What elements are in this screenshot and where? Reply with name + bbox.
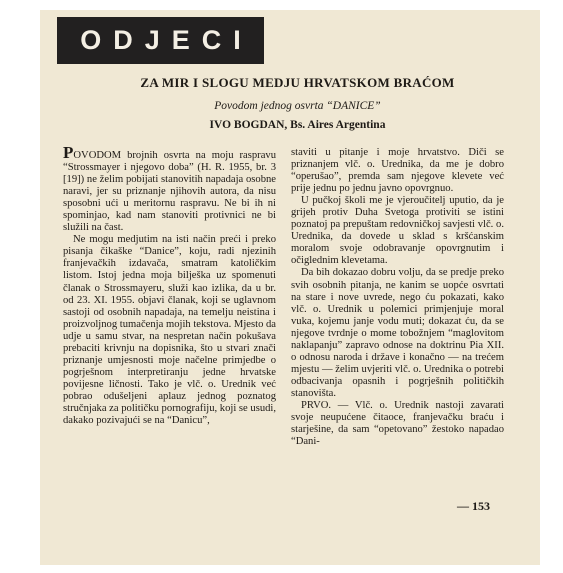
page-number: — 153	[457, 499, 490, 513]
left-column	[63, 143, 277, 427]
section-banner	[57, 17, 264, 64]
article-subtitle: Povodom jednog osvrta “DANICE”	[214, 100, 381, 112]
paragraph: POVODOM brojnih osvrta na moju raspravu “Strossmayer i njegovo doba” (H. R. 1955, br. 3 [19]) ne želim pobijati stanovitih napadaja osobne naravi, jer su priznanje njihovih autora, da nisu sposobni ući u meritornu raspravu. Ne bi ih ni spominjao, kad nam stanoviti protivnici ne bi služili na čast.	[63, 143, 276, 234]
paragraph: staviti u pitanje i moje hrvatstvo. Diči se priznanjem vlč. o. Urednika, da me je dobro “operušao”, premda sam njegove klevete već prije jednu po jednu javno opovrgnuo.	[291, 147, 504, 195]
paragraph: U pučkoj školi me je vjeroučitelj uputio, da je grijeh protiv Duha Svetoga protiviti se istini poznatoj pa prepuštam redovničkoj savjesti vlč. o. Urednika, da dovede u sklad s kršćanskim moralom svoje odobravanje opovrgnutim i očiglednim klevetama.	[291, 195, 504, 267]
right-column	[291, 147, 504, 448]
section-label: ODJECI	[80, 25, 253, 55]
paragraph: Ne mogu medjutim na isti način preći i preko pisanja čikaške “Danice”, koju, radi njezinih franjevačkih izdavača, smatram katoličkim listom. Istoj jedna moja bilješka uz spomenuti članak o Strossmayeru, služi kao izlika, da u br. od 23. XI. 1955. objavi članak, koji se uglavnom sastoji od osobnih napadaja, na temelju neistina i proizvoljnog tumačenja mojih tekstova. Mjesto da udje u samu stvar, na nespretan način pokušava prebaciti krivnju na dopisnika, što u stvari znači priznanje umjesnosti moje načelne primjedbe o pogrješnom interpretiranju jedne hrvatske povijesne ličnosti. Tako je vlč. o. Urednik već pobrao odušeljeni aplauz jednog poznatog stručnjaka za političku pornografiju, koji se usudi, dakako pozivajući se na “Danicu”,	[63, 234, 277, 427]
article-author: IVO BOGDAN, Bs. Aires Argentina	[209, 119, 386, 131]
paragraph: PRVO. — Vlč. o. Urednik nastoji zavarati svoje neupućene čitaoce, franjevačku braću i starješine, da sam “opetovano” žestoko napadao “Dani-	[291, 399, 504, 448]
article-title: ZA MIR I SLOGU MEDJU HRVATSKOM BRAĆOM	[140, 75, 455, 90]
paragraph: Da bih dokazao dobru volju, da se predje preko svih osobnih pitanja, ne kanim se uopće osvrtati na stare i nove uvrede, nego ću pokazati, kako vlč. o. Urednik u polemici primjenjuje moral vuka, kojemu janje vodu muti; dokazat ću, da se njegove tvrdnje o mome tobožnjem “maglovitom naklapanju” zapravo odnose na doktrinu Pia XII. o odnosu naroda i države i konačno — na trećem mjestu — želim uvjeriti vlč. o. Urednika o potrebi odbacivanja opasnih i pogrješnih političkih stanovišta.	[291, 267, 504, 399]
